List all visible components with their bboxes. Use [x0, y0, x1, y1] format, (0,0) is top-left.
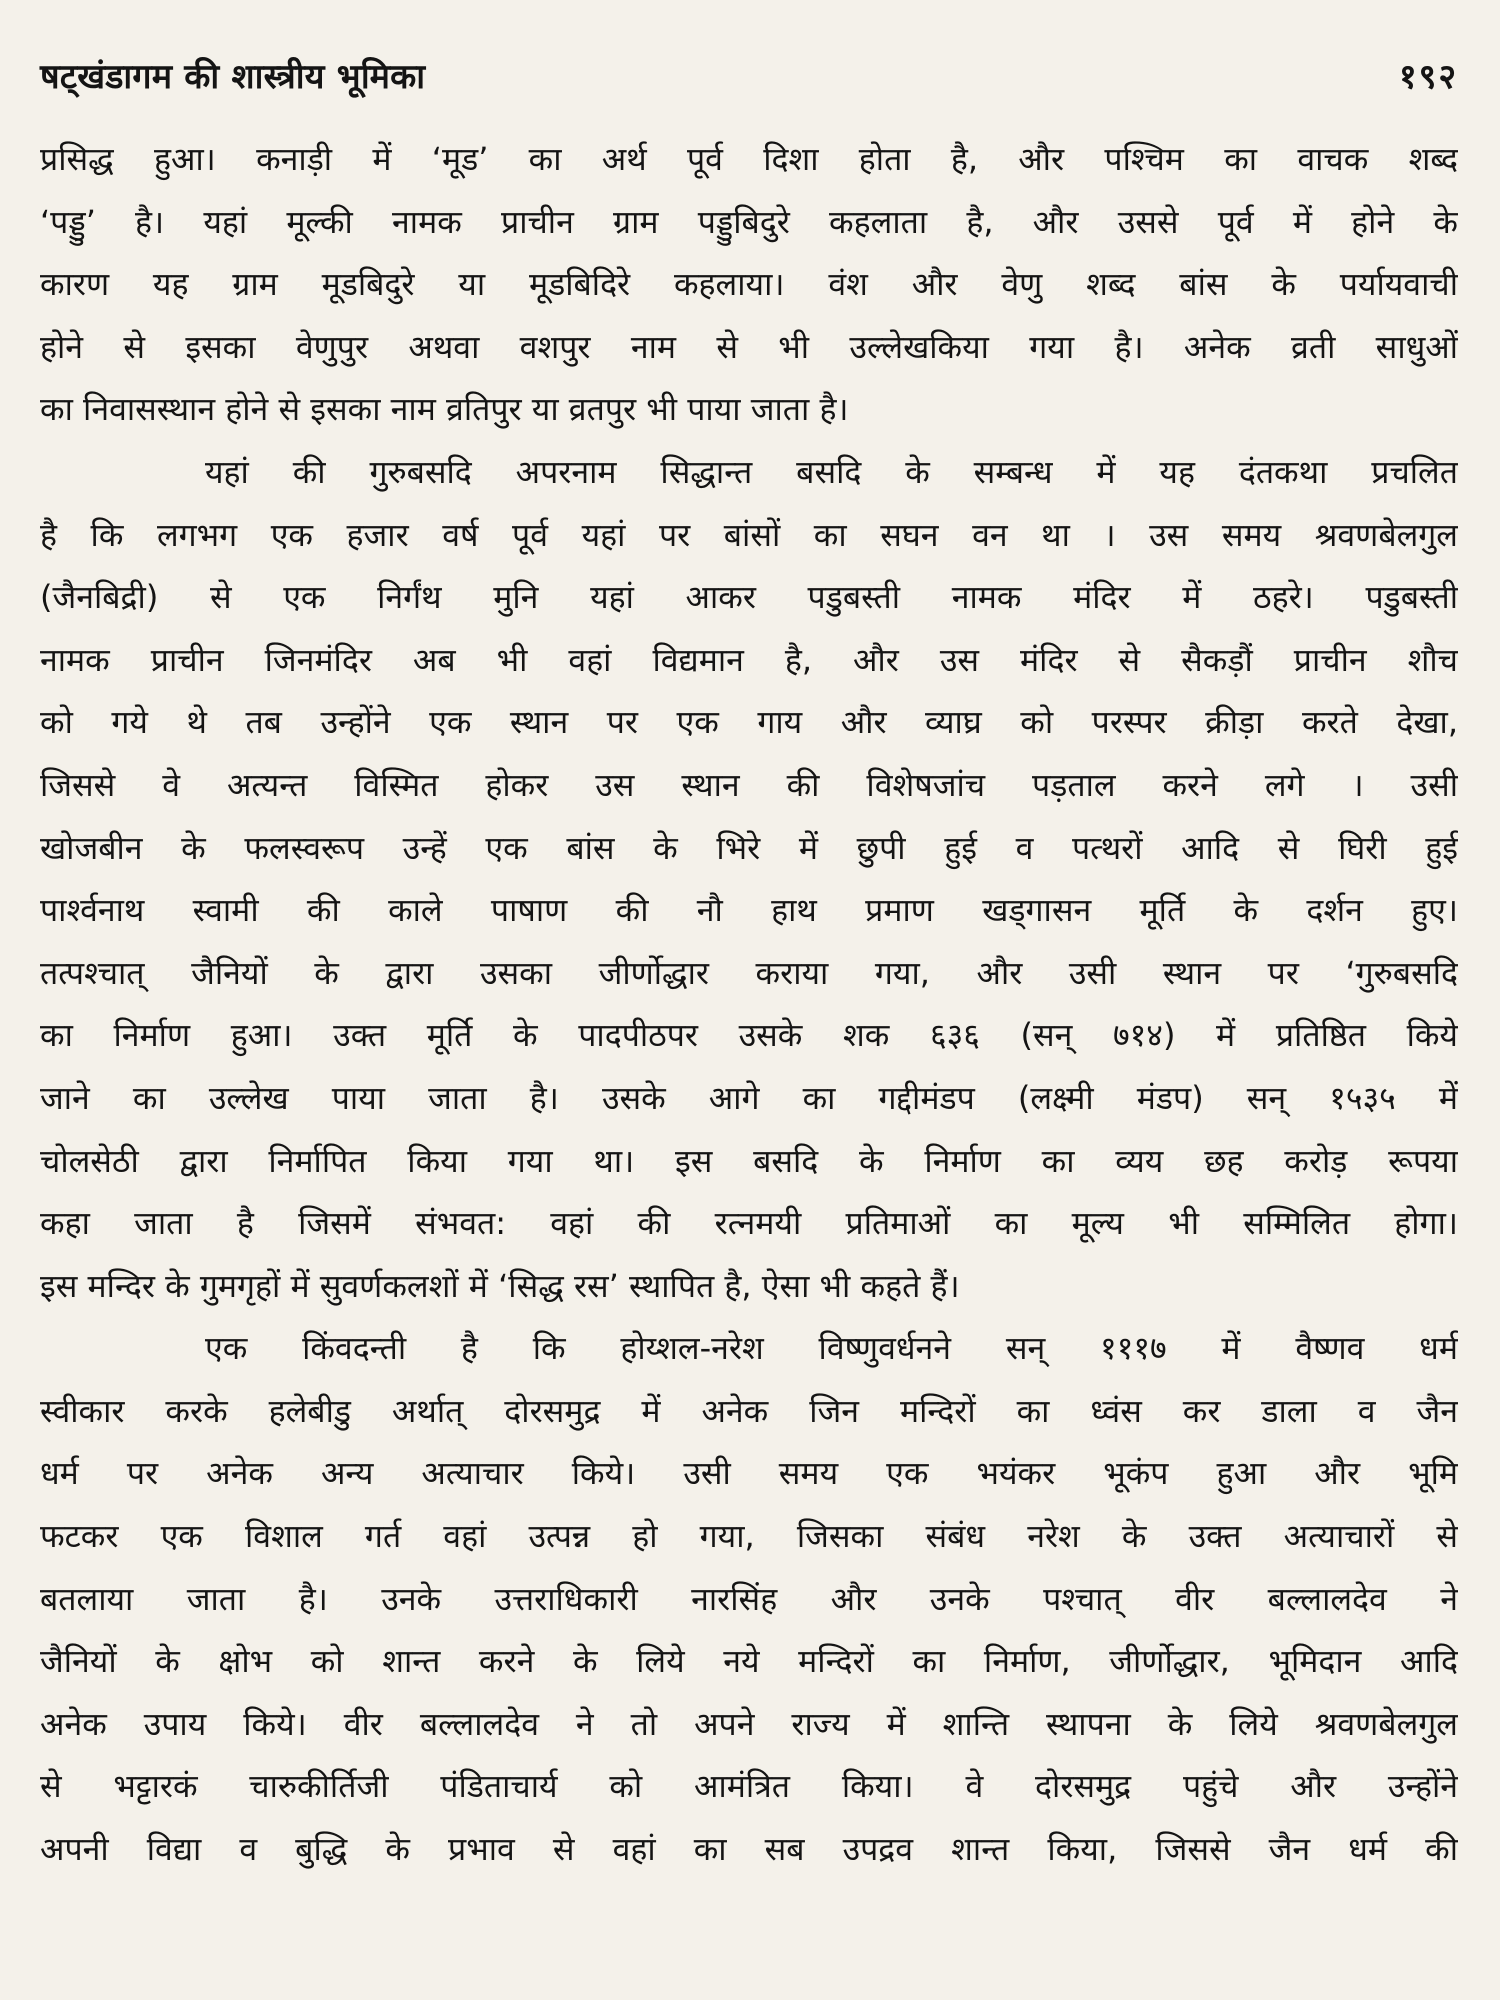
text-line: नामक प्राचीन जिनमंदिर अब भी वहां विद्यमान है, और उस मंदिर से सैकड़ौं प्राचीन शौच [40, 640, 1458, 679]
text-line: का निवासस्थान होने से इसका नाम व्रतिपुर या व्रतपुर भी पाया जाता है। [40, 390, 849, 429]
text-line: जिससे वे अत्यन्त विस्मित होकर उस स्थान की विशेषजांच पड़ताल करने लगे । उसी [40, 765, 1458, 804]
paragraph-1 [40, 128, 1458, 441]
text-line: पार्श्वनाथ स्वामी की काले पाषाण की नौ हाथ प्रमाण खड्गासन मूर्ति के दर्शन हुए। [40, 891, 1458, 930]
text-line: इस मन्दिर के गुमगृहों में सुवर्णकलशों में ‘सिद्ध रस’ स्थापित है, ऐसा भी कहते हैं। [40, 1266, 960, 1305]
text-line: कहा जाता है जिसमें संभवत: वहां की रत्नमयी प्रतिमाओं का मूल्य भी सम्मिलित होगा। [40, 1204, 1458, 1243]
paragraph-3 [40, 1317, 1458, 1880]
text-line: यहां की गुरुबसदि अपरनाम सिद्धान्त बसदि के सम्बन्ध में यह दंतकथा प्रचलित [205, 452, 1458, 491]
text-line: स्वीकार करके हलेबीडु अर्थात् दोरसमुद्र में अनेक जिन मन्दिरों का ध्वंस कर डाला व जैन [40, 1391, 1458, 1430]
text-line: तत्पश्चात् जैनियों के द्वारा उसका जीर्णोद्धार कराया गया, और उसी स्थान पर ‘गुरुबसदि [40, 953, 1458, 992]
text-line: होने से इसका वेणुपुर अथवा वशपुर नाम से भी उल्लेखकिया गया है। अनेक व्रती साधुओं [40, 327, 1458, 366]
text-line: एक किंवदन्ती है कि होय्शल-नरेश विष्णुवर्धनने सन् १११७ में वैष्णव धर्म [205, 1329, 1458, 1368]
text-line: है कि लगभग एक हजार वर्ष पूर्व यहां पर बांसों का सघन वन था । उस समय श्रवणबेलगुल [40, 515, 1458, 554]
text-line: जैनियों के क्षोभ को शान्त करने के लिये नये मन्दिरों का निर्माण, जीर्णोद्धार, भूमिदान आदि [40, 1642, 1458, 1681]
text-line: खोजबीन के फलस्वरूप उन्हें एक बांस के भिरे में छुपी हुई व पत्थरों आदि से घिरी हुई [40, 828, 1458, 867]
text-line: अनेक उपाय किये। वीर बल्लालदेव ने तो अपने राज्य में शान्ति स्थापना के लिये श्रवणबेलगुल [40, 1704, 1458, 1743]
text-line: को गये थे तब उन्होंने एक स्थान पर एक गाय और व्याघ्र को परस्पर क्रीड़ा करते देखा, [40, 703, 1458, 742]
text-line: का निर्माण हुआ। उक्त मूर्ति के पादपीठपर उसके शक ६३६ (सन् ७१४) में प्रतिष्ठित किये [40, 1016, 1458, 1055]
text-line: चोलसेठी द्वारा निर्मापित किया गया था। इस बसदि के निर्माण का व्यय छह करोड़ रूपया [40, 1141, 1458, 1180]
text-line: जाने का उल्लेख पाया जाता है। उसके आगे का गद्दीमंडप (लक्ष्मी मंडप) सन् १५३५ में [40, 1078, 1458, 1117]
text-line: बतलाया जाता है। उनके उत्तराधिकारी नारसिंह और उनके पश्चात् वीर बल्लालदेव ने [40, 1579, 1458, 1618]
body-text [40, 128, 1458, 1881]
text-line: कारण यह ग्राम मूडबिदुरे या मूडबिदिरे कहलाया। वंश और वेणु शब्द बांस के पर्यायवाची [40, 265, 1458, 304]
paragraph-2 [40, 441, 1458, 1317]
text-line: फटकर एक विशाल गर्त वहां उत्पन्न हो गया, जिसका संबंध नरेश के उक्त अत्याचारों से [40, 1517, 1458, 1556]
running-title: षट्खंडागम की शास्त्रीय भूमिका [40, 57, 426, 97]
page-number: १९२ [1398, 57, 1458, 97]
text-line: धर्म पर अनेक अन्य अत्याचार किये। उसी समय एक भयंकर भूकंप हुआ और भूमि [40, 1454, 1458, 1493]
text-line: (जैनबिद्री) से एक निर्गंथ मुनि यहां आकर पडुबस्ती नामक मंदिर में ठहरे। पडुबस्ती [40, 578, 1458, 617]
text-line: प्रसिद्ध हुआ। कनाड़ी में ‘मूड’ का अर्थ पूर्व दिशा होता है, और पश्चिम का वाचक शब्द [40, 140, 1458, 178]
text-line: ‘पड्डु’ है। यहां मूल्की नामक प्राचीन ग्राम पड्डुबिदुरे कहलाता है, और उससे पूर्व में होने के [40, 202, 1458, 241]
text-line: अपनी विद्या व बुद्धि के प्रभाव से वहां का सब उपद्रव शान्त किया, जिससे जैन धर्म की [40, 1830, 1458, 1869]
page-header [40, 52, 1458, 112]
text-line: से भट्टारकं चारुकीर्तिजी पंडिताचार्य को आमंत्रित किया। वे दोरसमुद्र पहुंचे और उन्होंने [40, 1767, 1458, 1806]
